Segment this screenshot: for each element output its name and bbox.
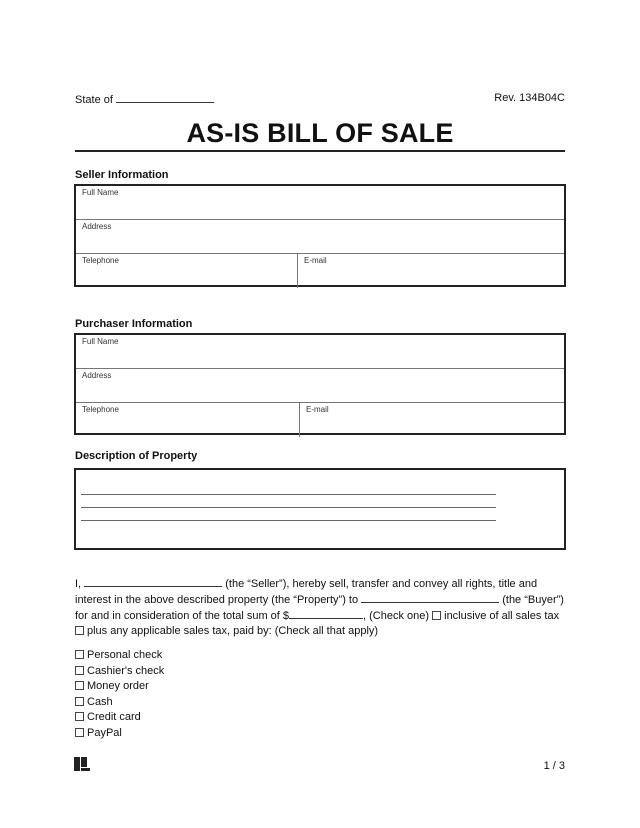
field-label: Full Name	[82, 337, 119, 346]
page-title: AS-IS BILL OF SALE	[186, 118, 454, 148]
field-label: E-mail	[304, 256, 327, 265]
purchaser-address-field[interactable]	[76, 369, 564, 402]
revision-code: Rev. 134B04C	[494, 92, 565, 104]
plus-tax-label: plus any applicable sales tax, paid by: (Check all that apply)	[87, 625, 379, 637]
description-line-2[interactable]	[81, 507, 496, 508]
field-label: Telephone	[82, 405, 119, 414]
state-label: State of	[75, 94, 113, 106]
agreement-text: (the “Seller”), hereby sell, transfer and convey all rights, title and interest in the above described property (the “Property”) to	[75, 578, 538, 606]
agreement-text: I,	[75, 578, 82, 590]
state-line	[75, 92, 214, 106]
buyer-name-blank[interactable]	[361, 592, 499, 603]
option-label: Credit card	[87, 711, 141, 724]
purchaser-name-row	[76, 335, 564, 369]
seller-info-table	[74, 184, 566, 287]
seller-name-blank[interactable]	[84, 576, 222, 587]
plus-tax-checkbox[interactable]	[75, 626, 84, 635]
checkbox-icon[interactable]	[75, 728, 84, 737]
seller-telephone-field[interactable]	[76, 254, 298, 288]
seller-heading: Seller Information	[75, 169, 169, 181]
checkbox-icon[interactable]	[75, 697, 84, 706]
seller-name-row	[76, 186, 564, 220]
option-label: Cash	[87, 695, 113, 708]
agreement-paragraph	[75, 576, 565, 639]
seller-address-row	[76, 220, 564, 254]
brand-logo-icon	[74, 757, 90, 771]
option-label: PayPal	[87, 726, 122, 739]
description-line-1[interactable]	[81, 494, 496, 495]
option-label: Personal check	[87, 649, 163, 661]
checkbox-icon[interactable]	[75, 712, 84, 721]
description-line-3[interactable]	[81, 520, 496, 521]
field-label: Address	[82, 371, 112, 380]
purchaser-name-field[interactable]	[76, 335, 564, 368]
agreement-text: (the “Buyer”) for and in consideration of the total sum of $	[75, 594, 564, 622]
purchaser-heading: Purchaser Information	[75, 318, 193, 330]
option-label: Cashier's check	[87, 664, 165, 677]
property-description-box	[74, 468, 566, 550]
property-heading: Description of Property	[75, 450, 198, 462]
payment-option-money-order[interactable]	[75, 679, 164, 695]
payment-option-credit-card[interactable]	[75, 710, 164, 726]
purchaser-telephone-field[interactable]	[76, 403, 300, 437]
seller-name-field[interactable]	[76, 186, 564, 219]
state-input[interactable]	[116, 92, 214, 103]
page-number: 1 / 3	[543, 760, 565, 772]
field-label: Address	[82, 222, 112, 231]
payment-option-personal-check[interactable]	[75, 648, 164, 664]
inclusive-tax-label: inclusive of all sales tax	[444, 610, 560, 622]
purchaser-info-table	[74, 333, 566, 435]
payment-option-cash[interactable]	[75, 695, 164, 711]
payment-option-paypal[interactable]	[75, 726, 164, 742]
sum-blank[interactable]	[289, 608, 363, 619]
checkbox-icon[interactable]	[75, 666, 84, 675]
checkbox-icon[interactable]	[75, 681, 84, 690]
title-divider	[75, 150, 565, 152]
inclusive-tax-checkbox[interactable]	[432, 611, 441, 620]
seller-address-field[interactable]	[76, 220, 564, 253]
seller-email-field[interactable]	[298, 254, 564, 288]
field-label: E-mail	[306, 405, 329, 414]
purchaser-address-row	[76, 369, 564, 403]
field-label: Telephone	[82, 256, 119, 265]
purchaser-contact-row	[76, 403, 564, 437]
checkbox-icon[interactable]	[75, 650, 84, 659]
option-label: Money order	[87, 680, 149, 693]
seller-contact-row	[76, 254, 564, 288]
payment-option-cashiers-check[interactable]	[75, 664, 164, 680]
payment-method-list	[75, 648, 164, 742]
purchaser-email-field[interactable]	[300, 403, 564, 437]
agreement-text: , (Check one)	[363, 610, 430, 622]
field-label: Full Name	[82, 188, 119, 197]
